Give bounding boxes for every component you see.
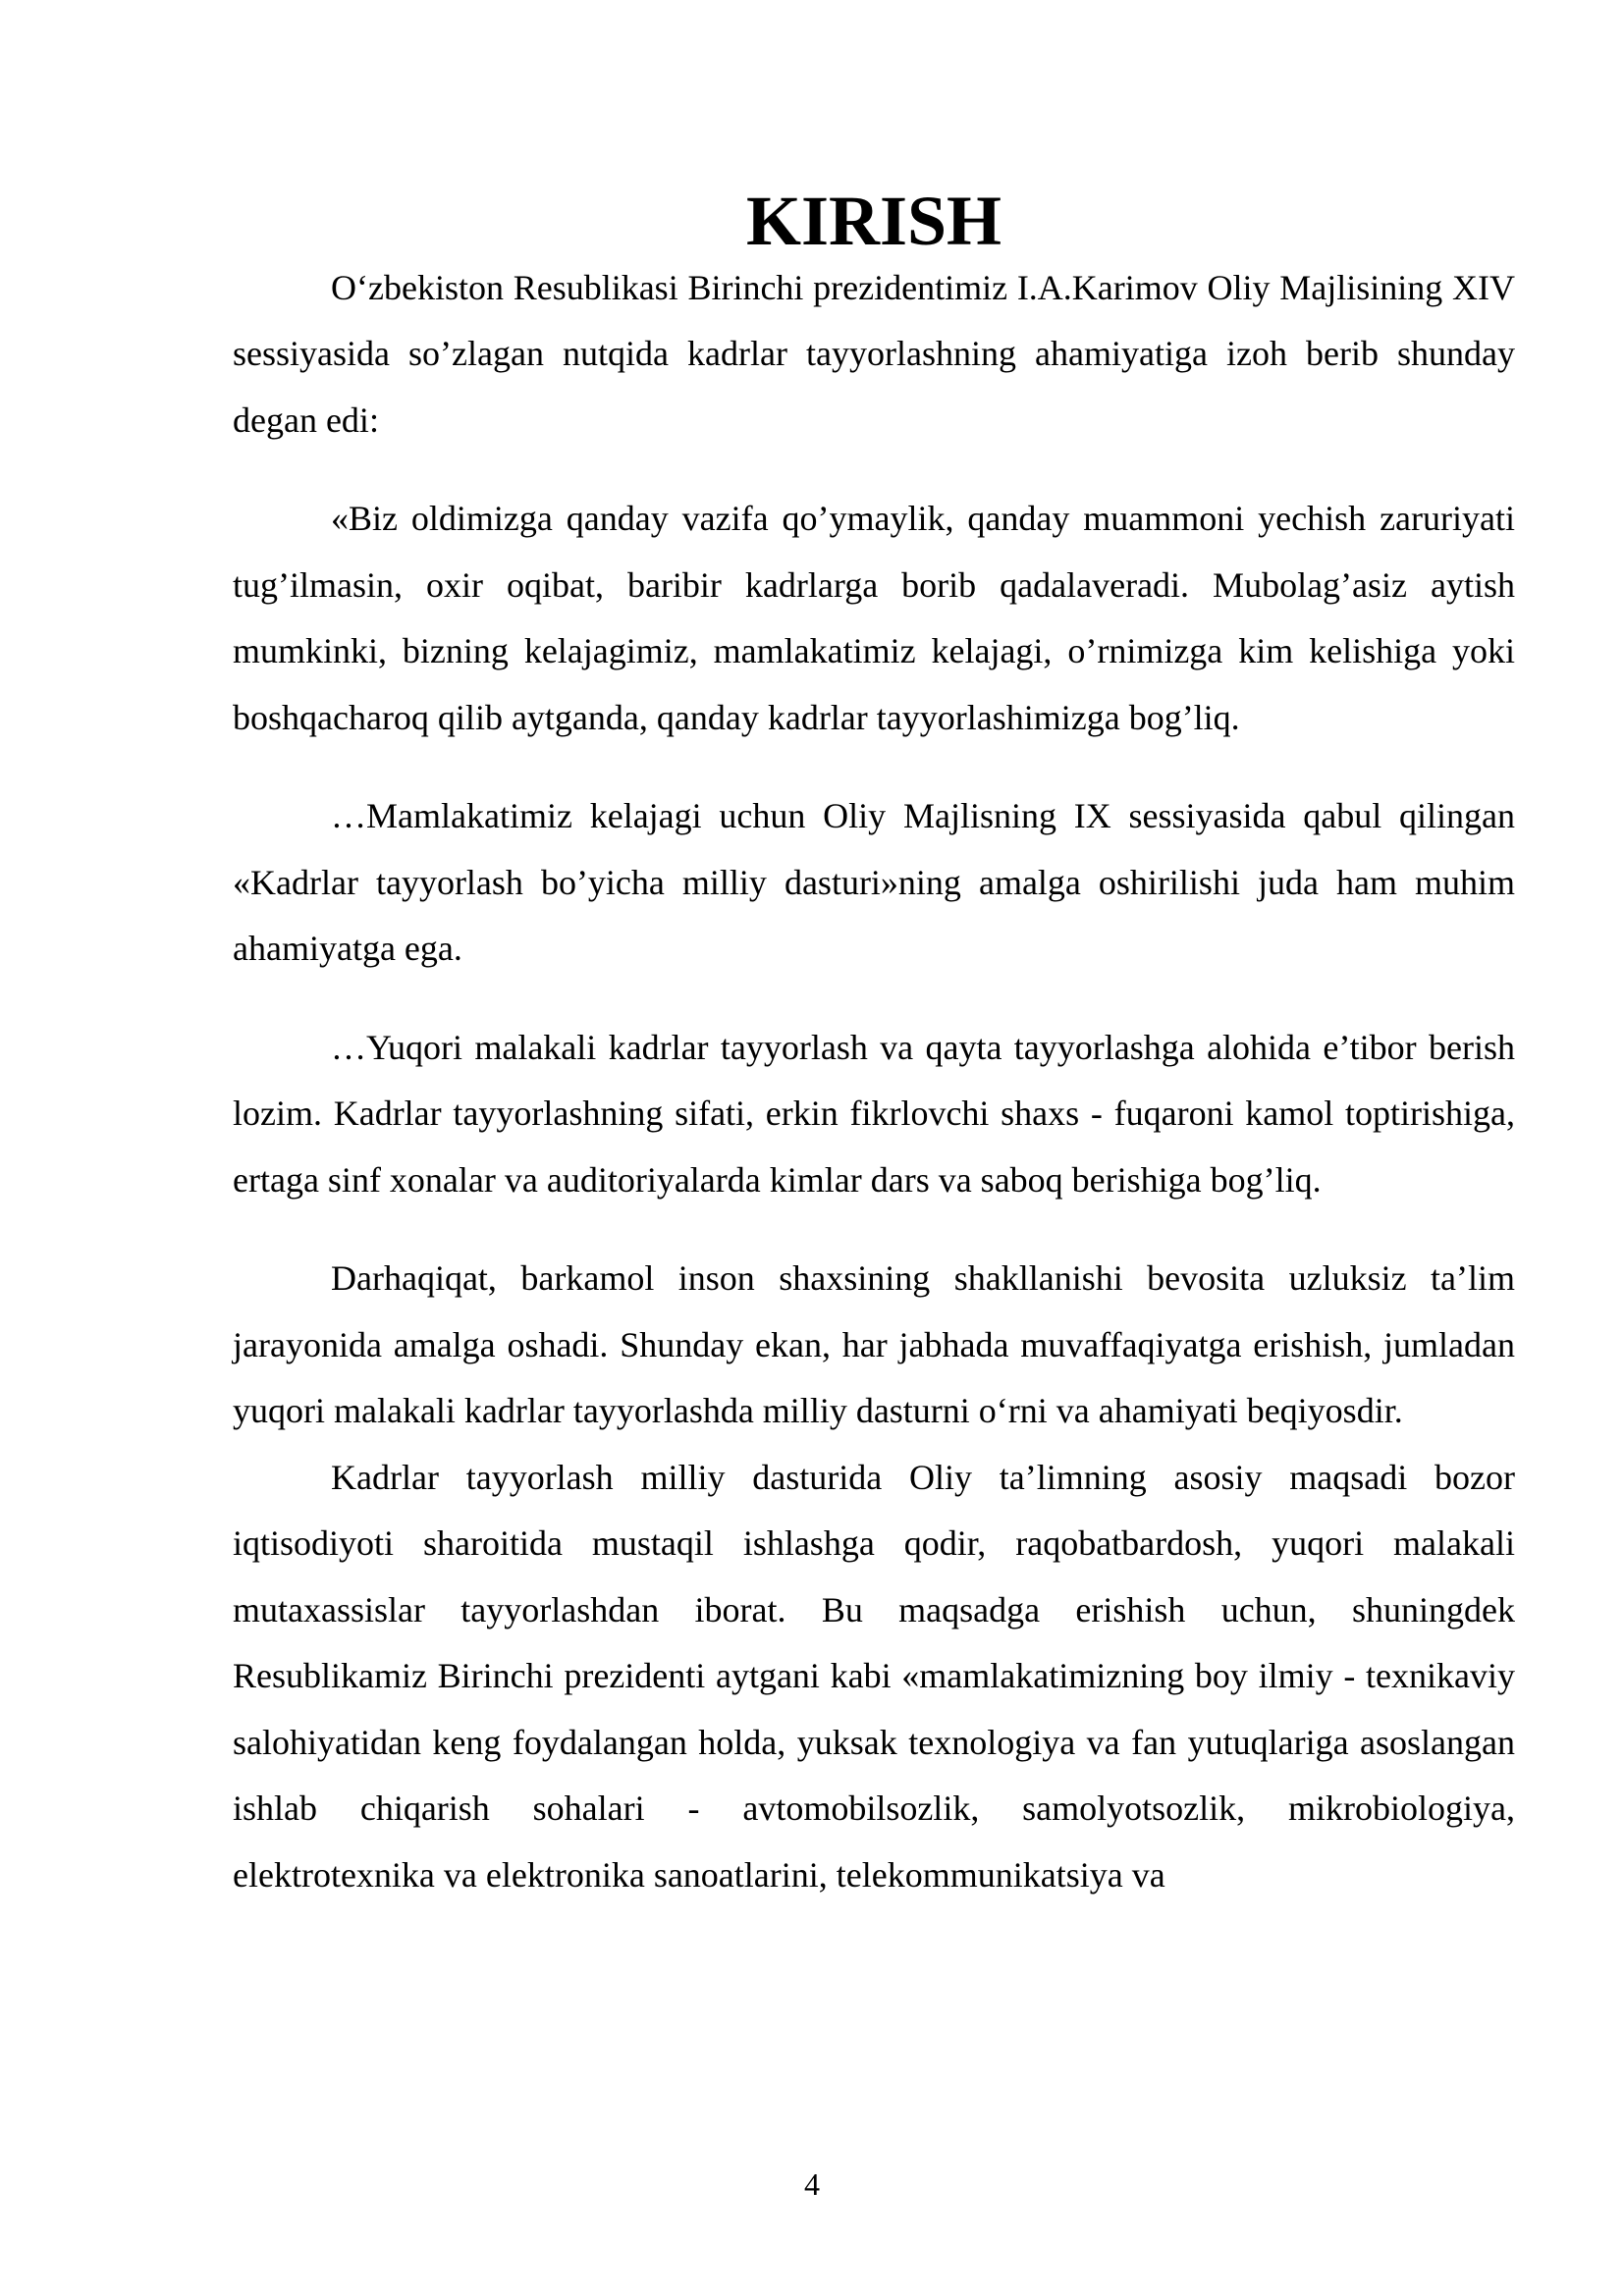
quote-paragraph-3: …Yuqori malakali kadrlar tayyorlash va qayta tayyorlashga alohida e’tibor berish lozim. Kadrlar tayyorlashning sifati, erkin fikrlovchi shaxs - fuqaroni kamol toptirishiga, ertaga sinf xonalar va auditoriyalarda kimlar dars va saboq berishiga bog’liq. — [233, 1027, 1515, 1200]
body-paragraph-1: Darhaqiqat, barkamol inson shaxsining shakllanishi bevosita uzluksiz ta’lim jarayonida amalga oshadi. Shunday ekan, har jabhada muvaffaqiyatga erishish, jumladan yuqori malakali kadrlar tayyorlashda milliy dasturni o‘rni va ahamiyati beqiyosdir. — [233, 1258, 1515, 1430]
section-heading: KIRISH — [745, 182, 1002, 260]
intro-paragraph: O‘zbekiston Resublikasi Birinchi prezidentimiz I.A.Karimov Oliy Majlisining XIV sessiyasida so’zlagan nutqida kadrlar tayyorlashning ahamiyatiga izoh berib shunday degan edi: — [233, 267, 1515, 440]
quote-paragraph-2: …Mamlakatimiz kelajagi uchun Oliy Majlisning IX sessiyasida qabul qilingan «Kadrlar tayyorlash bo’yicha milliy dasturi»ning amalga oshirilishi juda ham muhim ahamiyatga ega. — [233, 796, 1515, 968]
quote-paragraph-1: «Biz oldimizga qanday vazifa qo’ymaylik, qanday muammoni yechish zaruriyati tug’ilmasin, oxir oqibat, baribir kadrlarga borib qadalaveradi. Mubolag’asiz aytish mumkinki, bizning kelajagimiz, mamlakatimiz kelajagi, o’rnimizga kim kelishiga yoki boshqacharoq qilib aytganda, qanday kadrlar tayyorlashimizga bog’liq. — [233, 499, 1515, 737]
page-number: 4 — [804, 2166, 820, 2202]
page-body — [233, 182, 1515, 1908]
body-paragraph-2: Kadrlar tayyorlash milliy dasturida Oliy ta’limning asosiy maqsadi bozor iqtisodiyoti sharoitida mustaqil ishlashga qodir, raqobatbardosh, yuqori malakali mutaxassislar tayyorlashdan iborat. Bu maqsadga erishish uchun, shuningdek Resublikamiz Birinchi prezidenti aytgani kabi «mamlakatimizning boy ilmiy - texnikaviy salohiyatidan keng foydalangan holda, yuksak texnologiya va fan yutuqlariga asoslangan ishlab chiqarish sohalari - avtomobilsozlik, samolyotsozlik, mikrobiologiya, elektrotexnika va elektronika sanoatlarini, telekommunikatsiya va — [233, 1457, 1515, 1895]
